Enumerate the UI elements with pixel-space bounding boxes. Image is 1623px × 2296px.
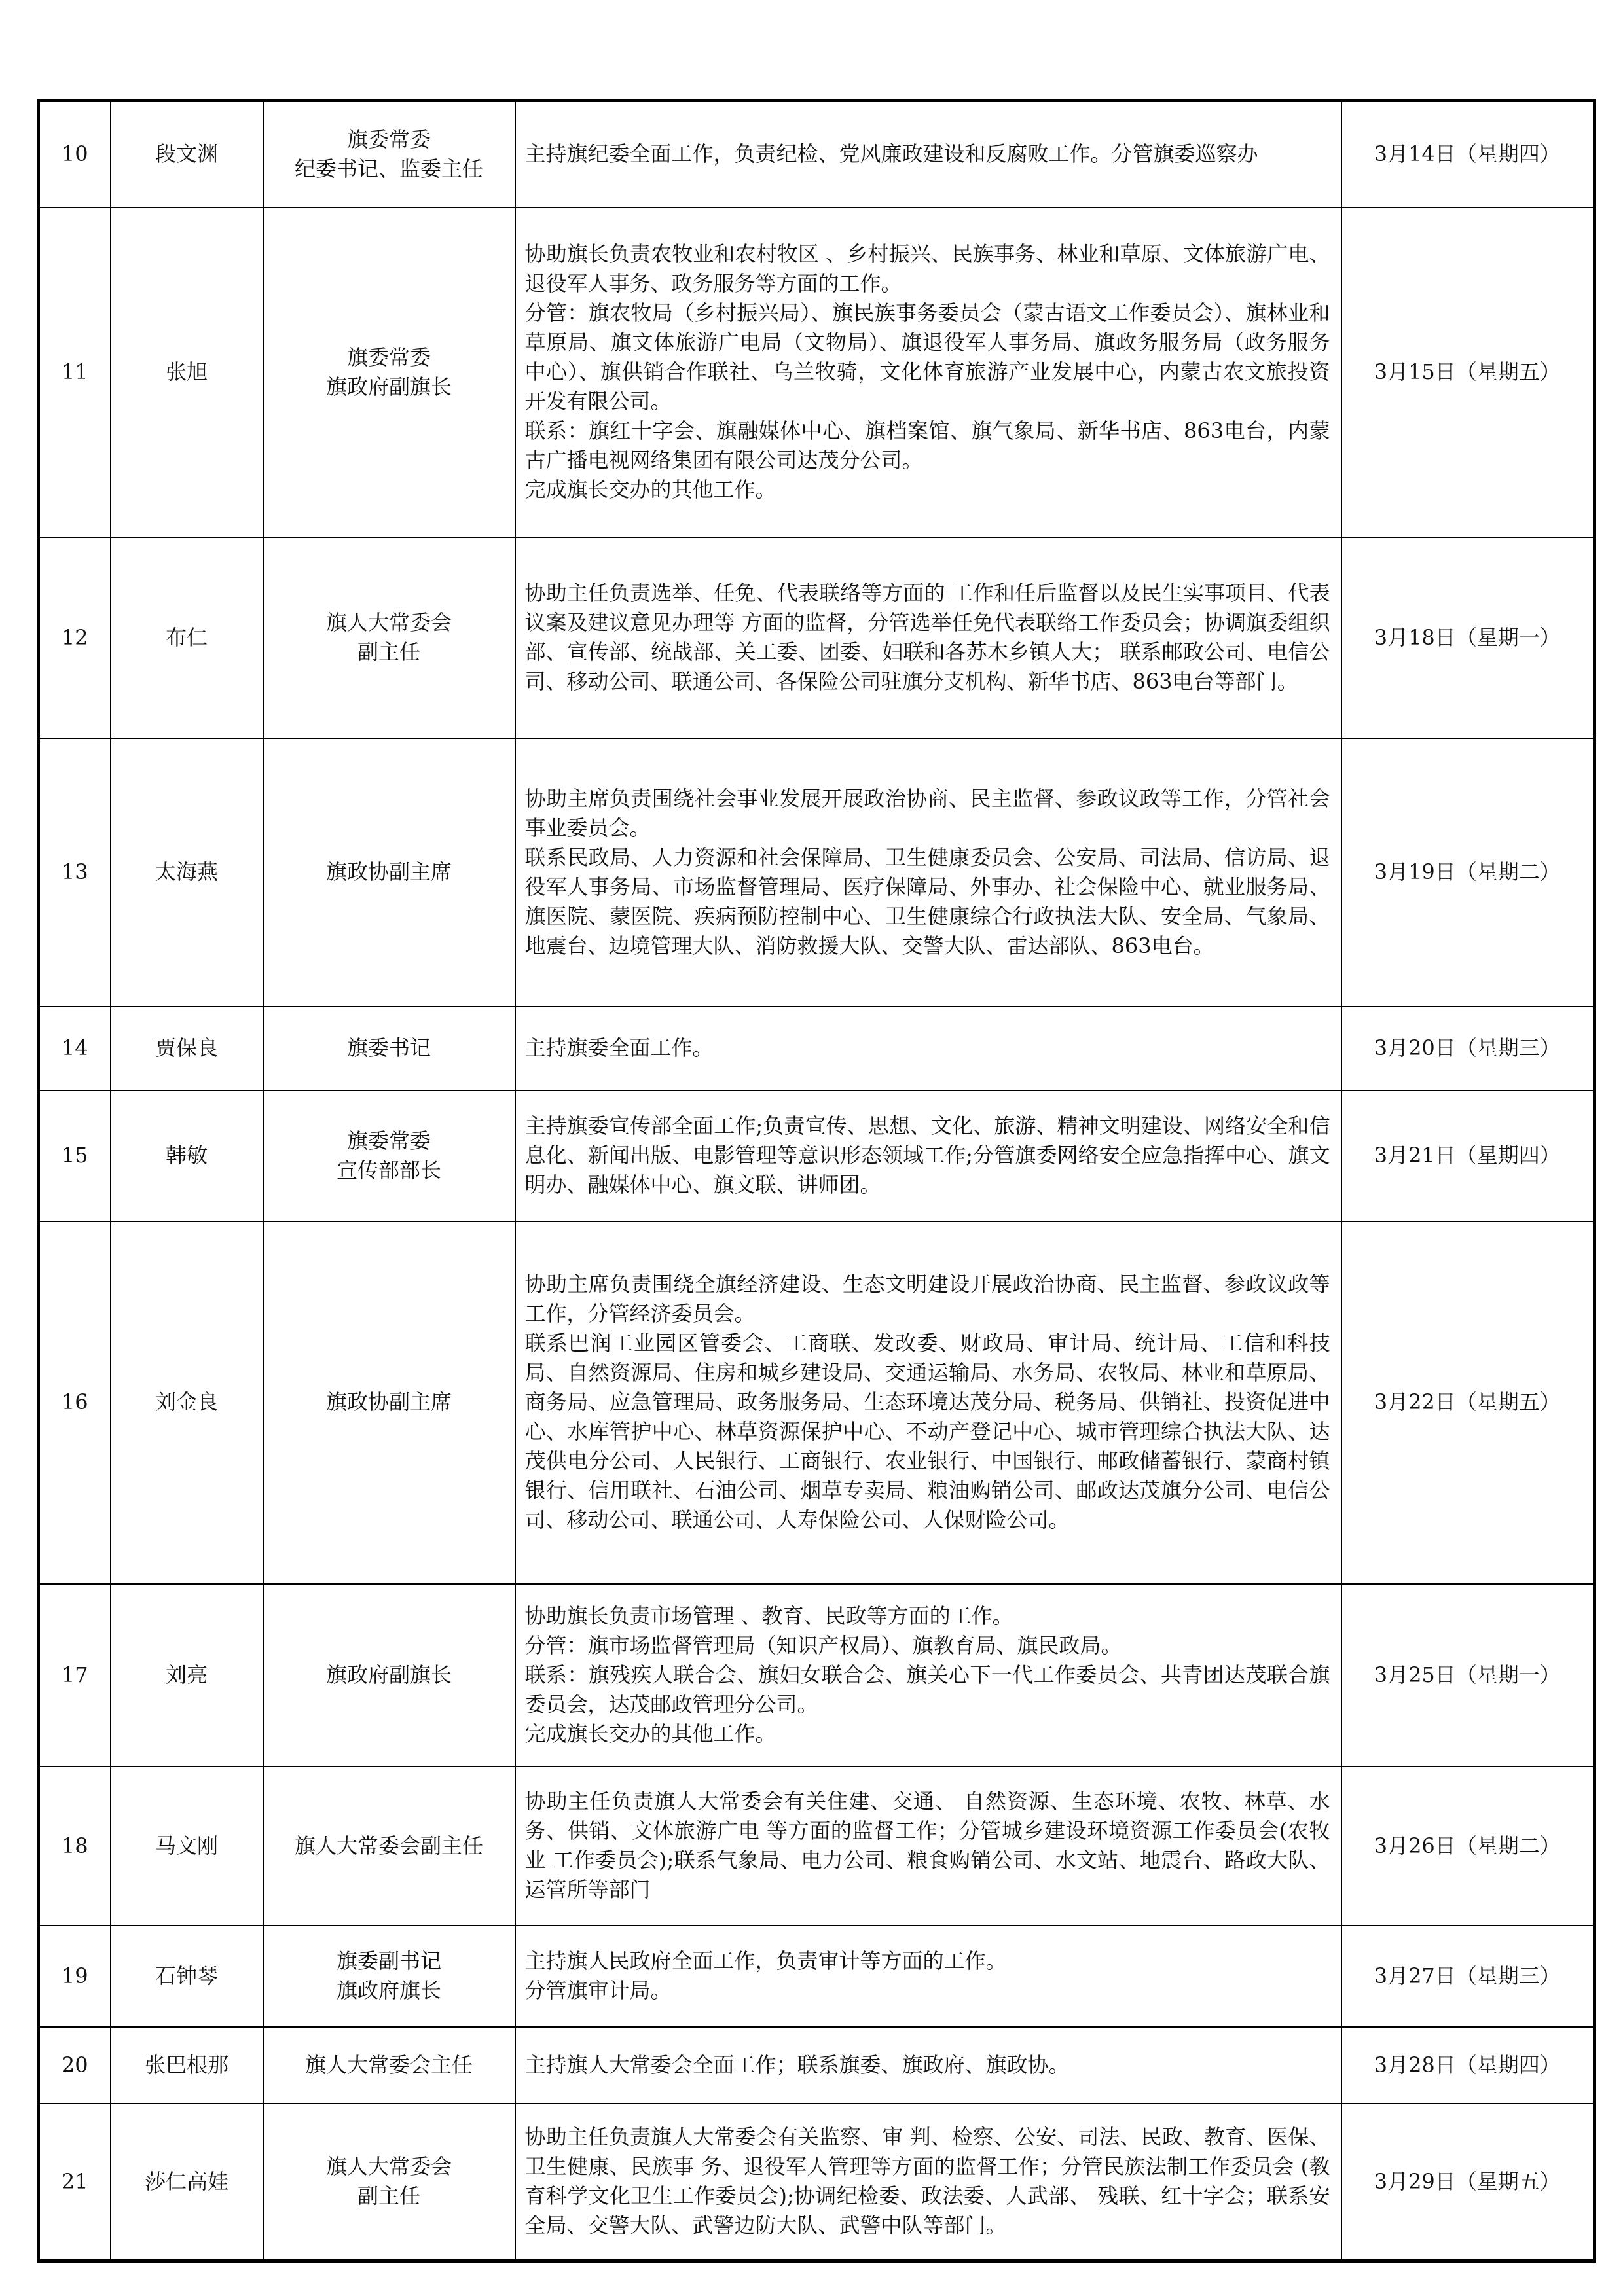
reception-date: 3月21日（星期四） (1341, 1090, 1595, 1221)
table-row (39, 1221, 1595, 1584)
leader-position: 旗人大常委会副主任 (263, 1767, 515, 1926)
row-number: 21 (39, 2104, 111, 2261)
table-row (39, 207, 1595, 537)
leader-duties: 协助旗长负责农牧业和农村牧区 、乡村振兴、民族事务、林业和草原、文体旅游广电、退役军人事务、政务服务等方面的工作。 分管：旗农牧局（乡村振兴局）、旗民族事务委员会（蒙古语文工作委员会）、旗林业和草原局、旗文体旅游广电局（文物局）、旗退役军人事务局、旗政务服务局（政务服务中心）、旗供销合作联社、乌兰牧骑，文化体育旅游产业发展中心，内蒙古农文旅投资开发有限公司。 联系：旗红十字会、旗融媒体中心、旗档案馆、旗气象局、新华书店、863电台，内蒙古广播电视网络集团有限公司达茂分公司。 完成旗长交办的其他工作。 (515, 207, 1341, 537)
leader-name: 马文刚 (111, 1767, 263, 1926)
leader-position: 旗人大常委会 副主任 (263, 537, 515, 738)
leader-duties: 协助主任负责旗人大常委会有关监察、审 判、检察、公安、司法、民政、教育、医保、卫生健康、民族事 务、退役军人管理等方面的监督工作；分管民族法制工作委员会 (教育科学文化卫生工作委员会);协调纪检委、政法委、人武部、 残联、红十字会；联系安全局、交警大队、武警边防大队、武警中队等部门。 (515, 2104, 1341, 2261)
leader-position: 旗政协副主席 (263, 1221, 515, 1584)
reception-date: 3月14日（星期四） (1341, 101, 1595, 207)
table-row (39, 1584, 1595, 1767)
reception-date: 3月25日（星期一） (1341, 1584, 1595, 1767)
leader-position: 旗委常委 纪委书记、监委主任 (263, 101, 515, 207)
leader-position: 旗委常委 旗政府副旗长 (263, 207, 515, 537)
leader-name: 张巴根那 (111, 2027, 263, 2104)
leader-name: 莎仁高娃 (111, 2104, 263, 2261)
leader-duties: 主持旗人民政府全面工作，负责审计等方面的工作。 分管旗审计局。 (515, 1926, 1341, 2027)
row-number: 16 (39, 1221, 111, 1584)
leader-name: 刘金良 (111, 1221, 263, 1584)
row-number: 15 (39, 1090, 111, 1221)
row-number: 17 (39, 1584, 111, 1767)
reception-date: 3月26日（星期二） (1341, 1767, 1595, 1926)
leader-name: 太海燕 (111, 738, 263, 1007)
leader-position: 旗人大常委会主任 (263, 2027, 515, 2104)
leader-name: 张旭 (111, 207, 263, 537)
row-number: 11 (39, 207, 111, 537)
reception-date: 3月15日（星期五） (1341, 207, 1595, 537)
table-row (39, 1926, 1595, 2027)
row-number: 20 (39, 2027, 111, 2104)
reception-date: 3月19日（星期二） (1341, 738, 1595, 1007)
leader-position: 旗委常委 宣传部部长 (263, 1090, 515, 1221)
reception-date: 3月29日（星期五） (1341, 2104, 1595, 2261)
leader-duties: 协助主任负责旗人大常委会有关住建、交通、 自然资源、生态环境、农牧、林草、水务、供销、文体旅游广电 等方面的监督工作；分管城乡建设环境资源工作委员会(农牧业 工作委员会);联系气象局、电力公司、粮食购销公司、水文站、地震台、路政大队、运管所等部门 (515, 1767, 1341, 1926)
leader-name: 贾保良 (111, 1007, 263, 1090)
leader-duties: 主持旗人大常委会全面工作；联系旗委、旗政府、旗政协。 (515, 2027, 1341, 2104)
table-row (39, 101, 1595, 207)
leader-duties: 协助主席负责围绕全旗经济建设、生态文明建设开展政治协商、民主监督、参政议政等工作，分管经济委员会。 联系巴润工业园区管委会、工商联、发改委、财政局、审计局、统计局、工信和科技局、自然资源局、住房和城乡建设局、交通运输局、水务局、农牧局、林业和草原局、商务局、应急管理局、政务服务局、生态环境达茂分局、税务局、供销社、投资促进中心、水库管护中心、林草资源保护中心、不动产登记中心、城市管理综合执法大队、达茂供电分公司、人民银行、工商银行、农业银行、中国银行、邮政储蓄银行、蒙商村镇银行、信用联社、石油公司、烟草专卖局、粮油购销公司、邮政达茂旗分公司、电信公司、移动公司、联通公司、人寿保险公司、人保财险公司。 (515, 1221, 1341, 1584)
reception-date: 3月27日（星期三） (1341, 1926, 1595, 2027)
row-number: 18 (39, 1767, 111, 1926)
leader-duties: 协助主任负责选举、任免、代表联络等方面的 工作和任后监督以及民生实事项目、代表议案及建议意见办理等 方面的监督，分管选举任免代表联络工作委员会；协调旗委组织 部、宣传部、统战部、关工委、团委、妇联和各苏木乡镇人大； 联系邮政公司、电信公司、移动公司、联通公司、各保险公司驻旗分支机构、新华书店、863电台等部门。 (515, 537, 1341, 738)
reception-date: 3月18日（星期一） (1341, 537, 1595, 738)
leader-position: 旗委副书记 旗政府旗长 (263, 1926, 515, 2027)
leader-name: 段文渊 (111, 101, 263, 207)
leader-name: 石钟琴 (111, 1926, 263, 2027)
table-row (39, 738, 1595, 1007)
table-row (39, 537, 1595, 738)
leader-duties: 协助主席负责围绕社会事业发展开展政治协商、民主监督、参政议政等工作，分管社会事业委员会。 联系民政局、人力资源和社会保障局、卫生健康委员会、公安局、司法局、信访局、退役军人事务局、市场监督管理局、医疗保障局、外事办、社会保险中心、就业服务局、旗医院、蒙医院、疾病预防控制中心、卫生健康综合行政执法大队、安全局、气象局、地震台、边境管理大队、消防救援大队、交警大队、雷达部队、863电台。 (515, 738, 1341, 1007)
row-number: 10 (39, 101, 111, 207)
leader-duties: 主持旗委全面工作。 (515, 1007, 1341, 1090)
leader-duties: 主持旗委宣传部全面工作;负责宣传、思想、文化、旅游、精神文明建设、网络安全和信息化、新闻出版、电影管理等意识形态领域工作;分管旗委网络安全应急指挥中心、旗文明办、融媒体中心、旗文联、讲师团。 (515, 1090, 1341, 1221)
leader-position: 旗政协副主席 (263, 738, 515, 1007)
table-row (39, 1090, 1595, 1221)
reception-date: 3月20日（星期三） (1341, 1007, 1595, 1090)
row-number: 12 (39, 537, 111, 738)
table-row (39, 2027, 1595, 2104)
reception-date: 3月22日（星期五） (1341, 1221, 1595, 1584)
leader-position: 旗政府副旗长 (263, 1584, 515, 1767)
leader-position: 旗委书记 (263, 1007, 515, 1090)
leader-name: 布仁 (111, 537, 263, 738)
reception-date: 3月28日（星期四） (1341, 2027, 1595, 2104)
leader-name: 韩敏 (111, 1090, 263, 1221)
table-row (39, 2104, 1595, 2261)
leader-schedule-table (37, 99, 1596, 2263)
row-number: 13 (39, 738, 111, 1007)
leader-name: 刘亮 (111, 1584, 263, 1767)
table-row (39, 1767, 1595, 1926)
leader-duties: 协助旗长负责市场管理 、教育、民政等方面的工作。 分管：旗市场监督管理局（知识产权局）、旗教育局、旗民政局。 联系：旗残疾人联合会、旗妇女联合会、旗关心下一代工作委员会、共青团达茂联合旗委员会，达茂邮政管理分公司。 完成旗长交办的其他工作。 (515, 1584, 1341, 1767)
leader-duties: 主持旗纪委全面工作，负责纪检、党风廉政建设和反腐败工作。分管旗委巡察办 (515, 101, 1341, 207)
table-row (39, 1007, 1595, 1090)
leader-position: 旗人大常委会 副主任 (263, 2104, 515, 2261)
row-number: 14 (39, 1007, 111, 1090)
row-number: 19 (39, 1926, 111, 2027)
